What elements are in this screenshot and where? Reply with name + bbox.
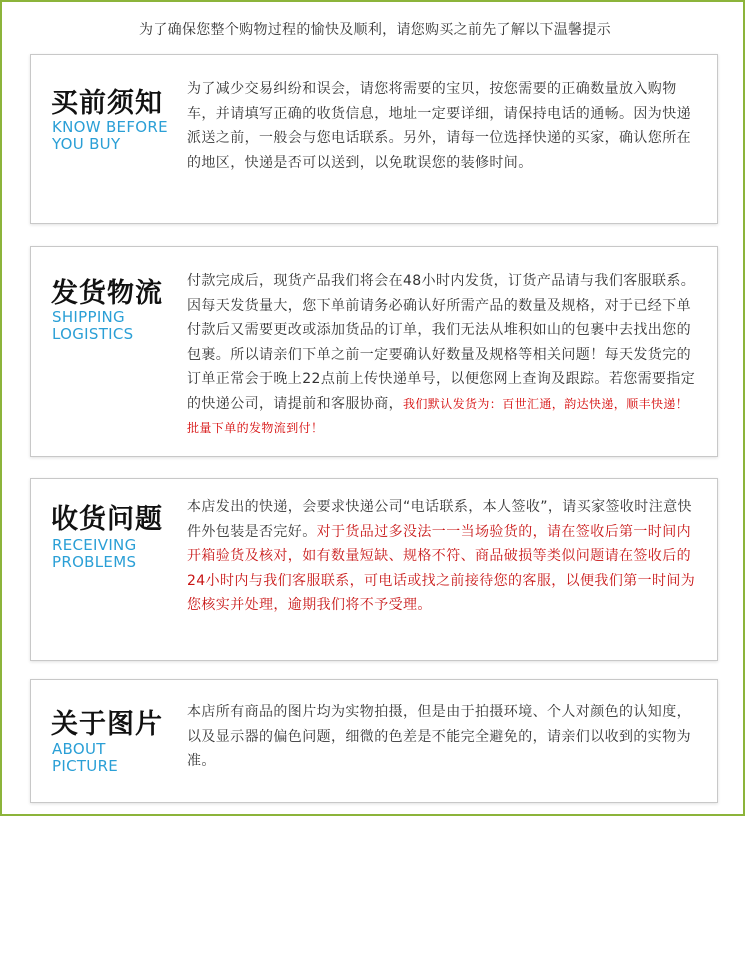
intro-text: 为了确保您整个购物过程的愉快及顺利，请您购买之前先了解以下温馨提示 — [139, 22, 611, 38]
section-title: 收货问题 — [51, 504, 163, 535]
section-know-before-you-buy — [30, 54, 718, 224]
section-text: 本店所有商品的图片均为实物拍摄，但是由于拍摄环境、个人对颜色的认知度，以及显示器的偏色问题，细微的色差是不能完全避免的，请亲们以收到的实物为准。 — [187, 704, 691, 769]
section-text-main: 付款完成后，现货产品我们将会在48小时内发货，订货产品请与我们客服联系。因每天发货量大，您下单前请务必确认好所需产品的数量及规格，对于已经下单付款后又需要更改或添加货品的订单，我们无法从堆积如山的包裹中去找出您的包裹。所以请亲们下单之前一定要确认好数量及规格等相关问题！每天发货完的订单正常会于晚上22点前上传快递单号，以便您网上查询及跟踪。若您需要指定的快递公司，请提前和客服协商， — [187, 273, 696, 412]
section-title: 发货物流 — [51, 278, 163, 309]
section-subtitle: RECEIVING PROBLEMS — [52, 536, 137, 571]
section-subtitle: KNOW BEFORE YOU BUY — [52, 118, 168, 153]
section-subtitle: SHIPPING LOGISTICS — [52, 308, 134, 343]
section-subtitle: ABOUT PICTURE — [52, 740, 119, 775]
section-text — [187, 495, 697, 618]
section-about-picture — [30, 679, 718, 803]
section-title: 关于图片 — [51, 709, 163, 740]
section-shipping-logistics — [30, 246, 718, 457]
section-text-warning: 对于货品过多没法一一当场验货的，请在签收后第一时间内开箱验货及核对，如有数量短缺、规格不符、商品破损等类似问题请在签收后的24小时内与我们客服联系，可电话或找之前接待您的客服，以便我们第一时间为您核实并处理，逾期我们将不予受理。 — [187, 523, 696, 613]
section-text: 为了减少交易纠纷和误会，请您将需要的宝贝，按您需要的正确数量放入购物车，并请填写正确的收货信息，地址一定要详细，请保持电话的通畅。因为快递派送之前，一般会与您电话联系。另外，请每一位选择快递的买家，确认您所在的地区，快递是否可以送到，以免耽误您的装修时间。 — [187, 81, 691, 171]
section-receiving-problems — [30, 478, 718, 661]
section-text — [187, 269, 697, 441]
section-title: 买前须知 — [51, 88, 163, 119]
section-text-main: 本店发出的快递，会要求快递公司“电话联系，本人签收”，请买家签收时注意快件外包装是否完好。 — [187, 499, 692, 540]
section-text-warning: 我们默认发货为：百世汇通，韵达快递，顺丰快递！批量下单的发物流到付！ — [187, 396, 689, 435]
